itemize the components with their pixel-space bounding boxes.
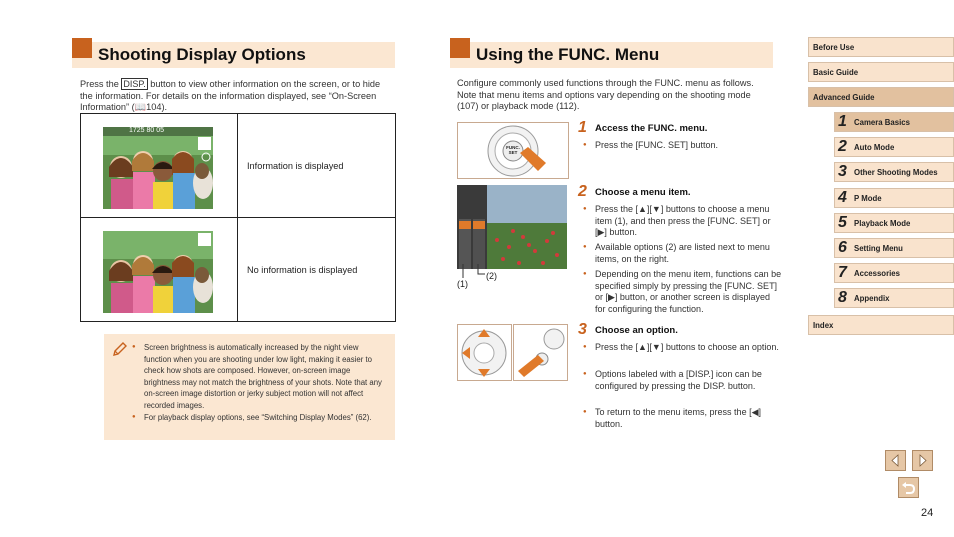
- list-item: ● Screen brightness is automatically increased by the night view function when you are shooting under low light, making it easier to check how shots are composed. However, on-screen image brightness may not match the brightness of your shots. Note that any on-screen image distortion or jerky subject motion will not affect recorded images.: [132, 342, 386, 412]
- screen-with-info-image: [103, 127, 213, 209]
- screen-no-info-image: [103, 231, 213, 313]
- disp-button-illustration: [513, 324, 568, 381]
- nav-advanced-guide[interactable]: Advanced Guide: [808, 87, 954, 107]
- section-header-shooting-display: [72, 42, 395, 68]
- table-divider: [237, 114, 238, 321]
- list-item: ● Press the [▲][▼] buttons to choose an option.: [583, 342, 783, 354]
- page-ref-link[interactable]: 104: [146, 102, 162, 112]
- list-item: ● Options labeled with a [DISP.] icon can be configured by pressing the DISP. button.: [583, 369, 783, 392]
- nav-chapter-appendix[interactable]: 8 Appendix: [834, 288, 954, 308]
- nav-chapter-other-shooting[interactable]: 3 Other Shooting Modes: [834, 162, 954, 182]
- func-set-label: FUNC. SET: [506, 145, 520, 155]
- callout-2: (2): [486, 271, 497, 281]
- book-icon: 📖: [134, 102, 147, 112]
- nav-chapter-auto-mode[interactable]: 2 Auto Mode: [834, 137, 954, 157]
- callout-1: (1): [457, 279, 468, 289]
- nav-index[interactable]: Index: [808, 315, 954, 335]
- prev-page-button[interactable]: [885, 450, 906, 471]
- list-item: ● Depending on the menu item, functions can be specified simply by pressing the [FUNC. SET] or [▶] button, or another screen is displayed for configuring the function.: [583, 269, 783, 315]
- list-item: ● Available options (2) are listed next to menu items, on the right.: [583, 242, 783, 265]
- nav-chapter-setting-menu[interactable]: 6 Setting Menu: [834, 238, 954, 258]
- info-overlay-text: 1725 80 05: [129, 127, 165, 134]
- nav-chapter-camera-basics[interactable]: 1 Camera Basics: [834, 112, 954, 132]
- display-options-table: [80, 113, 396, 322]
- list-item: ● Press the [▲][▼] buttons to choose a menu item (1), and then press the [FUNC. SET] or [▶] button.: [583, 204, 783, 239]
- step-title: Access the FUNC. menu.: [595, 123, 708, 134]
- step-number: 2: [578, 183, 587, 200]
- list-item: ● For playback display options, see “Switching Display Modes” (62).: [132, 412, 386, 424]
- intro-paragraph: Press the DISP. button to view other information on the screen, or to hide the information. For details on the information displayed, see “On-Screen Information” (📖104).: [80, 79, 381, 112]
- section-title: Using the FUNC. Menu: [476, 45, 660, 64]
- page-number: 24: [921, 507, 934, 519]
- list-item: ● Press the [FUNC. SET] button.: [583, 140, 783, 152]
- step-number: 1: [578, 119, 587, 136]
- next-page-button[interactable]: [912, 450, 933, 471]
- nav-chapter-p-mode[interactable]: 4 P Mode: [834, 188, 954, 208]
- menu-screen-illustration: [457, 185, 567, 269]
- step-title: Choose a menu item.: [595, 187, 691, 198]
- disp-button-icon: DISP.: [123, 79, 146, 89]
- nav-chapter-accessories[interactable]: 7 Accessories: [834, 263, 954, 283]
- pencil-icon: [111, 340, 129, 358]
- note-panel: [104, 334, 395, 440]
- nav-chapter-playback[interactable]: 5 Playback Mode: [834, 213, 954, 233]
- arrow-left-icon: [886, 451, 905, 470]
- step-number: 3: [578, 321, 587, 338]
- note-list: [132, 342, 386, 423]
- step-title: Choose an option.: [595, 325, 678, 336]
- section-header-func-menu: [450, 42, 773, 68]
- return-button[interactable]: [898, 477, 919, 498]
- section-title: Shooting Display Options: [98, 45, 306, 64]
- arrow-right-icon: [913, 451, 932, 470]
- nav-before-use[interactable]: Before Use: [808, 37, 954, 57]
- table-divider: [81, 217, 395, 218]
- list-item: ● To return to the menu items, press the [◀] button.: [583, 407, 783, 430]
- return-icon: [899, 478, 918, 497]
- func-intro-paragraph: Configure commonly used functions through the FUNC. menu as follows. Note that menu items and options vary depending on the shooting mode (107) or playback mode (112).: [457, 78, 754, 111]
- section-marker: [450, 38, 470, 58]
- row-label-info-displayed: Information is displayed: [247, 161, 344, 171]
- func-button-illustration: [457, 122, 569, 179]
- section-marker: [72, 38, 92, 58]
- control-dial-illustration: [457, 324, 512, 381]
- nav-basic-guide[interactable]: Basic Guide: [808, 62, 954, 82]
- row-label-no-info: No information is displayed: [247, 265, 358, 275]
